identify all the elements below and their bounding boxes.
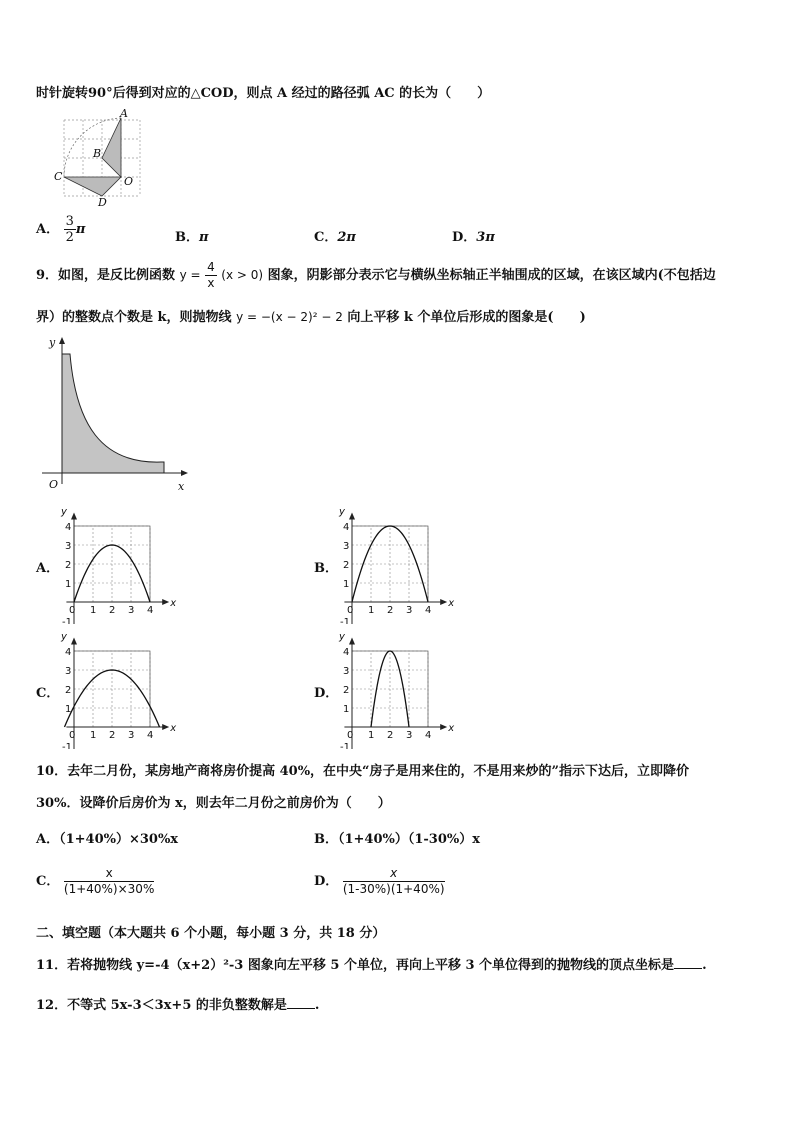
fraction — [64, 866, 154, 897]
y-tick-label: 1 — [343, 579, 350, 590]
main-axis-y-label: y — [49, 336, 56, 349]
q8-option-d[interactable] — [452, 226, 495, 245]
q12 — [36, 994, 319, 1013]
x-axis-arrow — [162, 599, 169, 605]
y-tick-label: 3 — [343, 541, 350, 552]
label-b: B — [93, 147, 102, 160]
x-tick-label: 2 — [109, 605, 116, 616]
x-tick-label: 4 — [147, 730, 154, 741]
x-axis-label: x — [448, 723, 455, 734]
option-label: C． — [314, 230, 338, 245]
x-tick-label: 2 — [109, 730, 116, 741]
answer-blank[interactable] — [287, 1008, 315, 1009]
option-value: 2π — [337, 230, 356, 245]
y-tick-label: 4 — [343, 522, 350, 533]
y-tick-label: 3 — [65, 666, 72, 677]
x-tick-label: 4 — [147, 605, 154, 616]
q11-text: 11．若将抛物线 y=-4（x+2）²-3 图象向左平移 5 个单位，再向上平移 3 个单位得到的抛物线的顶点坐标是 — [36, 958, 675, 973]
y-tick-label: 2 — [65, 685, 72, 696]
y-tick-label: 1 — [65, 579, 72, 590]
q8-option-c[interactable] — [314, 226, 356, 245]
q10-option-d[interactable] — [314, 866, 445, 897]
q9-text-c: 界）的整数点个数是 k，则抛物线 — [36, 310, 232, 325]
q9-option-d-label[interactable]: D． — [314, 686, 339, 701]
q10-option-b[interactable]: B．（1+40%）（1-30%）x — [314, 832, 481, 847]
option-label: B． — [175, 230, 199, 245]
x-tick-label: 2 — [387, 730, 394, 741]
label-c: C — [54, 170, 63, 183]
label-o: O — [124, 175, 134, 188]
option-label: C． — [36, 874, 60, 889]
x-axis-label: x — [448, 598, 455, 609]
numerator: x — [343, 866, 445, 882]
y-tick-label: -1 — [340, 617, 350, 624]
y-tick-label: 1 — [65, 704, 72, 715]
y-tick-label: -1 — [62, 742, 72, 749]
x-tick-label: 0 — [347, 605, 354, 616]
y-tick-label: 1 — [343, 704, 350, 715]
q9-text-a: 9．如图，是反比例函数 — [36, 268, 176, 283]
fraction — [64, 214, 76, 245]
denominator: (1+40%)×30% — [63, 882, 155, 896]
y-tick-label: 3 — [65, 541, 72, 552]
label-a: A — [120, 108, 128, 120]
main-axis-x-label: x — [178, 480, 185, 493]
y-tick-label: 2 — [65, 560, 72, 571]
q10-line-2: 30%．设降价后房价为 x，则去年二月份之前房价为（ ） — [36, 796, 391, 811]
option-label: A． — [36, 222, 60, 237]
x-tick-label: 3 — [406, 605, 413, 616]
denominator: (1-30%)(1+40%) — [342, 882, 445, 896]
denominator: 2 — [65, 230, 74, 245]
y-axis-arrow — [71, 513, 77, 520]
x-tick-label: 0 — [69, 730, 76, 741]
q9-text-d: 向上平移 k 个单位后形成的图象是( ) — [347, 310, 586, 325]
q9-text-b: 图象，阴影部分表示它与横纵坐标轴正半轴围成的区域，在该区域内(不包括边 — [267, 268, 716, 283]
fn-domain: (x > 0) — [221, 268, 264, 282]
q9-option-c-label[interactable]: C． — [36, 686, 60, 701]
q8-option-b[interactable] — [175, 226, 209, 245]
x-axis-arrow — [440, 599, 447, 605]
q9-option-b-graph[interactable] — [336, 502, 456, 624]
y-tick-label: 3 — [343, 666, 350, 677]
x-tick-label: 1 — [90, 730, 97, 741]
q9-line-1 — [36, 260, 716, 291]
q8-rotation-figure — [52, 108, 152, 208]
x-tick-label: 0 — [347, 730, 354, 741]
y-tick-label: 4 — [343, 647, 350, 658]
numerator: 3 — [65, 214, 74, 229]
x-tick-label: 0 — [69, 605, 76, 616]
section-heading: 二、填空题（本大题共 6 个小题，每小题 3 分，共 18 分） — [36, 926, 386, 941]
y-tick-label: -1 — [62, 617, 72, 624]
fn-numerator: 4 — [207, 260, 215, 274]
x-tick-label: 4 — [425, 730, 432, 741]
q9-option-a-graph[interactable] — [58, 502, 178, 624]
q8-text: 时针旋转90°后得到对应的△COD，则点 A 经过的路径弧 AC 的长为（ ） — [36, 86, 491, 101]
y-axis-arrow — [349, 513, 355, 520]
parabola-expression: y = −(x − 2)² − 2 — [236, 310, 343, 324]
y-tick-label: 4 — [65, 647, 72, 658]
q12-end: . — [314, 998, 320, 1013]
q9-line-2 — [36, 306, 586, 325]
label-d: D — [98, 196, 107, 208]
option-value: 3π — [476, 230, 495, 245]
fn-fraction — [205, 260, 217, 291]
y-tick-label: -1 — [340, 742, 350, 749]
q11-end: . — [702, 958, 707, 973]
x-tick-label: 2 — [387, 605, 394, 616]
x-axis-label: x — [170, 598, 177, 609]
q9-option-b-label[interactable]: B． — [314, 561, 338, 576]
y-axis-arrow — [349, 638, 355, 645]
y-axis-label: y — [339, 631, 345, 643]
q10-option-a[interactable]: A．（1+40%）×30%x — [36, 832, 179, 847]
q10-line-1: 10．去年二月份，某房地产商将房价提高 40%，在中央“房子是用来住的，不是用来炒的”指示下达后，立即降价 — [36, 764, 690, 779]
y-tick-label: 4 — [65, 522, 72, 533]
q9-option-a-label[interactable]: A． — [36, 561, 60, 576]
y-tick-label: 2 — [343, 685, 350, 696]
fraction — [343, 866, 445, 897]
q10-option-c[interactable] — [36, 866, 154, 897]
answer-blank[interactable] — [674, 968, 702, 969]
x-tick-label: 3 — [406, 730, 413, 741]
x-tick-label: 1 — [90, 605, 97, 616]
q8-option-a[interactable] — [36, 214, 85, 245]
option-label: D． — [314, 874, 339, 889]
x-tick-label: 1 — [368, 605, 375, 616]
option-value: π — [199, 230, 209, 245]
x-axis-arrow — [162, 724, 169, 730]
y-axis-arrow — [71, 638, 77, 645]
fn-denominator: x — [207, 276, 215, 290]
x-tick-label: 3 — [128, 730, 135, 741]
q12-text: 12．不等式 5x-3＜3x+5 的非负整数解是 — [36, 998, 287, 1013]
y-axis-label: y — [61, 631, 67, 643]
x-axis-arrow — [440, 724, 447, 730]
x-axis-label: x — [170, 723, 177, 734]
y-axis-label: y — [61, 506, 67, 518]
q9-option-d-graph[interactable] — [336, 627, 456, 749]
q9-main-graph — [36, 334, 196, 494]
q11 — [36, 954, 707, 973]
option-label: D． — [452, 230, 477, 245]
numerator: x — [64, 866, 154, 882]
option-pi: π — [75, 222, 86, 237]
y-tick-label: 2 — [343, 560, 350, 571]
x-tick-label: 1 — [368, 730, 375, 741]
main-origin-label: O — [49, 478, 59, 491]
q9-option-c-graph[interactable] — [58, 627, 178, 749]
y-axis-label: y — [339, 506, 345, 518]
x-tick-label: 3 — [128, 605, 135, 616]
x-tick-label: 4 — [425, 605, 432, 616]
fn-lhs: y = — [179, 268, 201, 282]
